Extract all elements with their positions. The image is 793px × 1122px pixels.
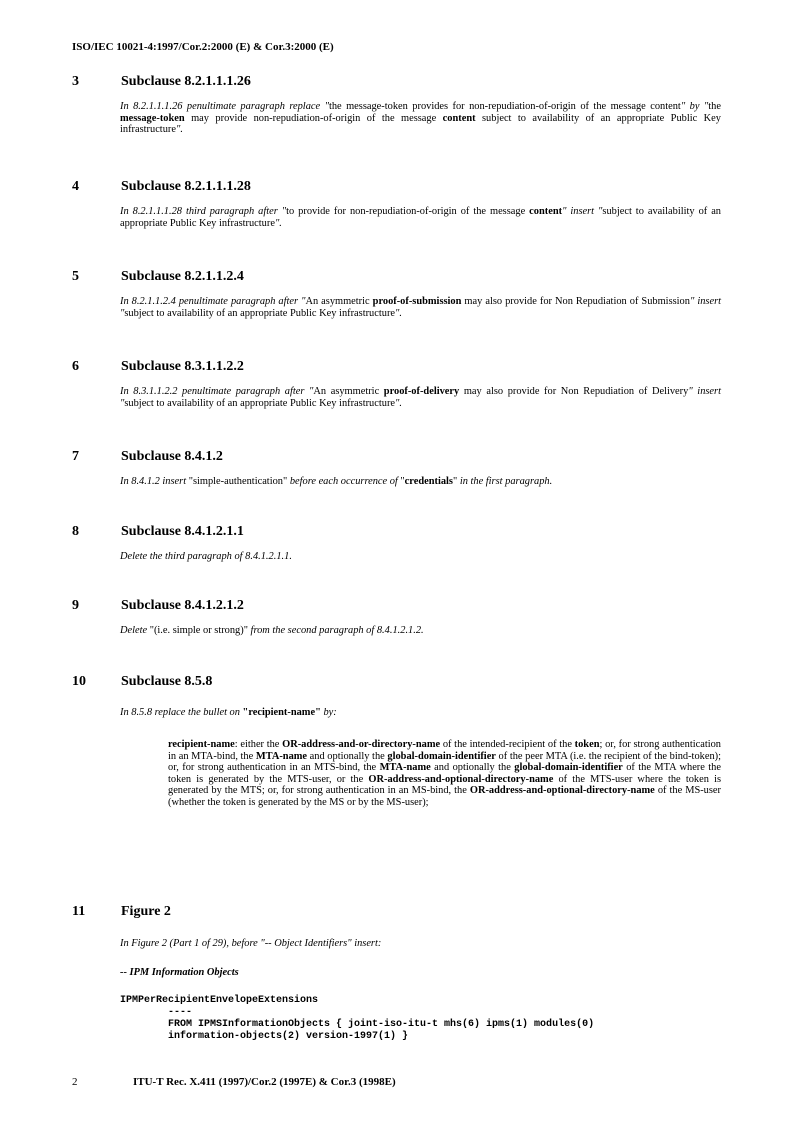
clause-title: Subclause 8.5.8	[121, 674, 213, 689]
code-line: ----	[168, 1007, 193, 1018]
clause-3	[72, 74, 722, 154]
clause-title: Subclause 8.2.1.1.1.26	[121, 74, 251, 89]
clause-body: In 8.2.1.1.1.26 penultimate paragraph replace "the message-token provides for non-repudiation-of-origin of the message content" by "the message-token may provide non-repudiation-of-origin of the message content subject to availability of an appropriate Public Key infrastructure".	[120, 101, 721, 135]
sub-heading: -- IPM Information Objects	[120, 967, 239, 978]
clause-title: Subclause 8.4.1.2.1.2	[121, 598, 244, 613]
clause-number: 7	[72, 449, 79, 464]
page-number: 2	[72, 1076, 78, 1088]
clause-body: In 8.4.1.2 insert "simple-authentication" before each occurrence of "credentials" in the first paragraph.	[120, 476, 553, 487]
clause-4	[72, 179, 722, 239]
running-header: ISO/IEC 10021-4:1997/Cor.2:2000 (E) & Cor.3:2000 (E)	[72, 41, 334, 53]
clause-body: Delete "(i.e. simple or strong)" from the second paragraph of 8.4.1.2.1.2.	[120, 625, 424, 636]
clause-6	[72, 359, 722, 419]
clause-7	[72, 449, 722, 499]
clause-body: In Figure 2 (Part 1 of 29), before "-- Object Identifiers" insert:	[120, 938, 382, 949]
code-line: information-objects(2) version-1997(1) }	[168, 1031, 409, 1042]
clause-number: 11	[72, 904, 86, 919]
clause-title: Subclause 8.4.1.2	[121, 449, 223, 464]
clause-title: Subclause 8.3.1.1.2.2	[121, 359, 244, 374]
clause-number: 6	[72, 359, 79, 374]
clause-number: 3	[72, 74, 79, 89]
clause-8	[72, 524, 722, 574]
clause-body: In 8.3.1.1.2.2 penultimate paragraph after "An asymmetric proof-of-delivery may also provide for Non Repudiation of Delivery" insert "subject to availability of an appropriate Public Key infrastructure".	[120, 386, 721, 409]
clause-number: 8	[72, 524, 79, 539]
clause-body: In 8.5.8 replace the bullet on "recipient-name" by:	[120, 707, 337, 718]
code-line: IPMPerRecipientEnvelopeExtensions	[120, 995, 319, 1006]
clause-title: Figure 2	[121, 904, 171, 919]
clause-number: 5	[72, 269, 79, 284]
clause-5	[72, 269, 722, 329]
replacement-bullet: recipient-name: either the OR-address-and-or-directory-name of the intended-recipient of the token; or, for strong authentication in an MTA-bind, the MTA-name and optionally the global-domain-identifier of the peer MTA (i.e. the recipient of the bind-token); or, for strong authentication in an MTS-bind, the MTA-name and optionally the global-domain-identifier of the MTA where the token is generated by the MTS-user, or the OR-address-and-optional-directory-name of the MTS-user where the token is generated by the MTS; or, for strong authentication in an MS-bind, the OR-address-and-optional-directory-name of the MS-user (whether the token is generated by the MS or by the MS-user);	[168, 739, 721, 808]
clause-title: Subclause 8.2.1.1.2.4	[121, 269, 244, 284]
clause-number: 9	[72, 598, 79, 613]
clause-title: Subclause 8.2.1.1.1.28	[121, 179, 251, 194]
clause-body: In 8.2.1.1.1.28 third paragraph after "to provide for non-repudiation-of-origin of the message content" insert "subject to availability of an appropriate Public Key infrastructure".	[120, 206, 721, 229]
clause-11	[72, 904, 722, 1054]
clause-number: 10	[72, 674, 86, 689]
clause-10	[72, 674, 722, 864]
clause-body: Delete the third paragraph of 8.4.1.2.1.1.	[120, 551, 292, 562]
clause-body: In 8.2.1.1.2.4 penultimate paragraph after "An asymmetric proof-of-submission may also provide for Non Repudiation of Submission" insert "subject to availability of an appropriate Public Key infrastructure".	[120, 296, 721, 319]
footer-text: ITU-T Rec. X.411 (1997)/Cor.2 (1997E) & Cor.3 (1998E)	[133, 1076, 396, 1088]
code-line: FROM IPMSInformationObjects { joint-iso-itu-t mhs(6) ipms(1) modules(0)	[168, 1019, 595, 1030]
clause-number: 4	[72, 179, 79, 194]
clause-title: Subclause 8.4.1.2.1.1	[121, 524, 244, 539]
clause-9	[72, 598, 722, 648]
